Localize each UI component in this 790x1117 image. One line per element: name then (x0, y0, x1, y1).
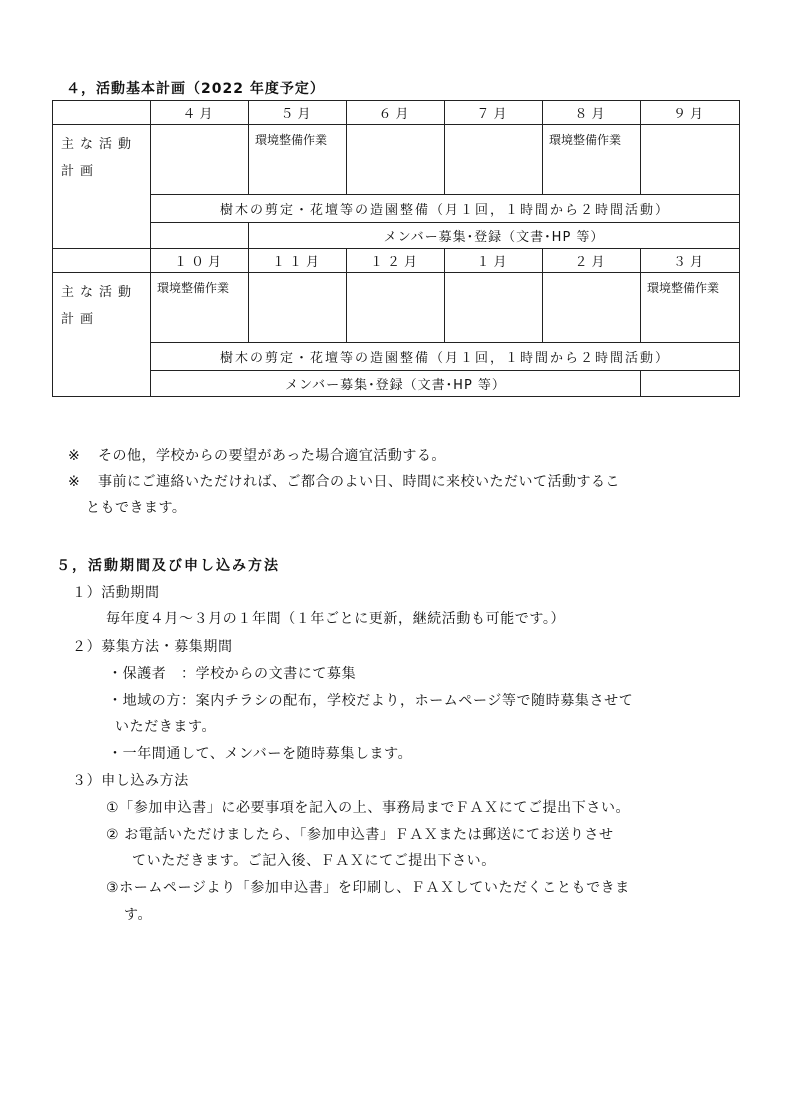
month-header: １月 (445, 249, 543, 273)
note-text-continued: ともできます。 (86, 500, 187, 516)
apply-item-2: ② お電話いただけましたら、「参加申込書」ＦＡＸまたは郵送にてお送りさせ (106, 827, 614, 843)
note-mark: ※ (68, 474, 81, 490)
recruit-row (53, 223, 740, 249)
recruit-activity: メンバー募集･登録（文書･HP 等） (249, 223, 740, 249)
month-header: ５月 (249, 101, 347, 125)
activity-cell (543, 273, 641, 343)
section-5-title: ５，活動期間及び申し込み方法 (56, 558, 280, 574)
pruning-row (53, 195, 740, 223)
row-label-line: 計画 (61, 164, 100, 179)
apply-item-1: ①「参加申込書」に必要事項を記入の上、事務局までＦＡＸにてご提出下さい。 (106, 800, 631, 816)
recruit-item-local-cont: いただきます。 (115, 719, 217, 735)
month-header: ９月 (641, 101, 740, 125)
month-header: ６月 (347, 101, 445, 125)
activity-plan-table (52, 100, 740, 397)
sub-heading-recruitment: ２）募集方法・募集期間 (72, 639, 233, 655)
activity-cell: 環境整備作業 (249, 125, 347, 195)
month-header: ７月 (445, 101, 543, 125)
pruning-activity: 樹木の剪定・花壇等の造園整備（月１回，１時間から２時間活動） (151, 343, 740, 371)
note-mark: ※ (68, 448, 81, 464)
activity-cell (347, 125, 445, 195)
activity-cell: 環境整備作業 (151, 273, 249, 343)
section-4-title: ４，活動基本計画（2022 年度予定） (66, 81, 325, 97)
row-label (53, 273, 151, 397)
apply-item-3: ③ホームページより「参加申込書」を印刷し、ＦＡＸしていただくこともできま (106, 880, 630, 896)
recruit-activity: メンバー募集･登録（文書･HP 等） (151, 371, 641, 397)
month-header: １１月 (249, 249, 347, 273)
recruit-item-yearround: ・一年間通して、メンバーを随時募集します。 (108, 746, 413, 762)
month-header: １０月 (151, 249, 249, 273)
activity-cell: 環境整備作業 (641, 273, 740, 343)
month-header: ３月 (641, 249, 740, 273)
activity-cell: 環境整備作業 (543, 125, 641, 195)
activity-cell (249, 273, 347, 343)
pruning-activity: 樹木の剪定・花壇等の造園整備（月１回，１時間から２時間活動） (151, 195, 740, 223)
empty-cell (641, 371, 740, 397)
corner-cell (53, 249, 151, 273)
row-label-line: 主な活動 (61, 137, 138, 152)
month-header: ８月 (543, 101, 641, 125)
apply-item-3-cont: す。 (124, 907, 153, 923)
activity-cell (445, 125, 543, 195)
month-header-row (53, 249, 740, 273)
corner-cell (53, 101, 151, 125)
activity-cell (445, 273, 543, 343)
pruning-row (53, 343, 740, 371)
activity-cell (347, 273, 445, 343)
month-header: ２月 (543, 249, 641, 273)
period-text: 毎年度４月～３月の１年間（１年ごとに更新，継続活動も可能です。） (106, 611, 566, 627)
sub-heading-period: １）活動期間 (72, 585, 160, 601)
activity-row (53, 125, 740, 195)
activity-row (53, 273, 740, 343)
activity-cell (151, 125, 249, 195)
note-text: その他，学校からの要望があった場合適宜活動する。 (98, 448, 446, 464)
month-header-row (53, 101, 740, 125)
apply-item-2-cont: ていただきます。ご記入後、ＦＡＸにてご提出下さい。 (132, 853, 496, 869)
empty-cell (151, 223, 249, 249)
month-header: ４月 (151, 101, 249, 125)
note-text: 事前にご連絡いただければ、ご都合のよい日、時間に来校いただいて活動するこ (98, 474, 620, 490)
sub-heading-application: ３）申し込み方法 (72, 773, 189, 789)
recruit-item-local: ・地域の方：案内チラシの配布，学校だより，ホームページ等で随時募集させて (108, 693, 634, 709)
recruit-row (53, 371, 740, 397)
row-label (53, 125, 151, 249)
month-header: １２月 (347, 249, 445, 273)
note-1 (68, 443, 748, 469)
row-label-line: 計画 (61, 312, 100, 327)
note-2 (68, 469, 748, 521)
recruit-item-parents: ・保護者 ：学校からの文書にて募集 (108, 666, 357, 682)
row-label-line: 主な活動 (61, 285, 138, 300)
activity-cell (641, 125, 740, 195)
